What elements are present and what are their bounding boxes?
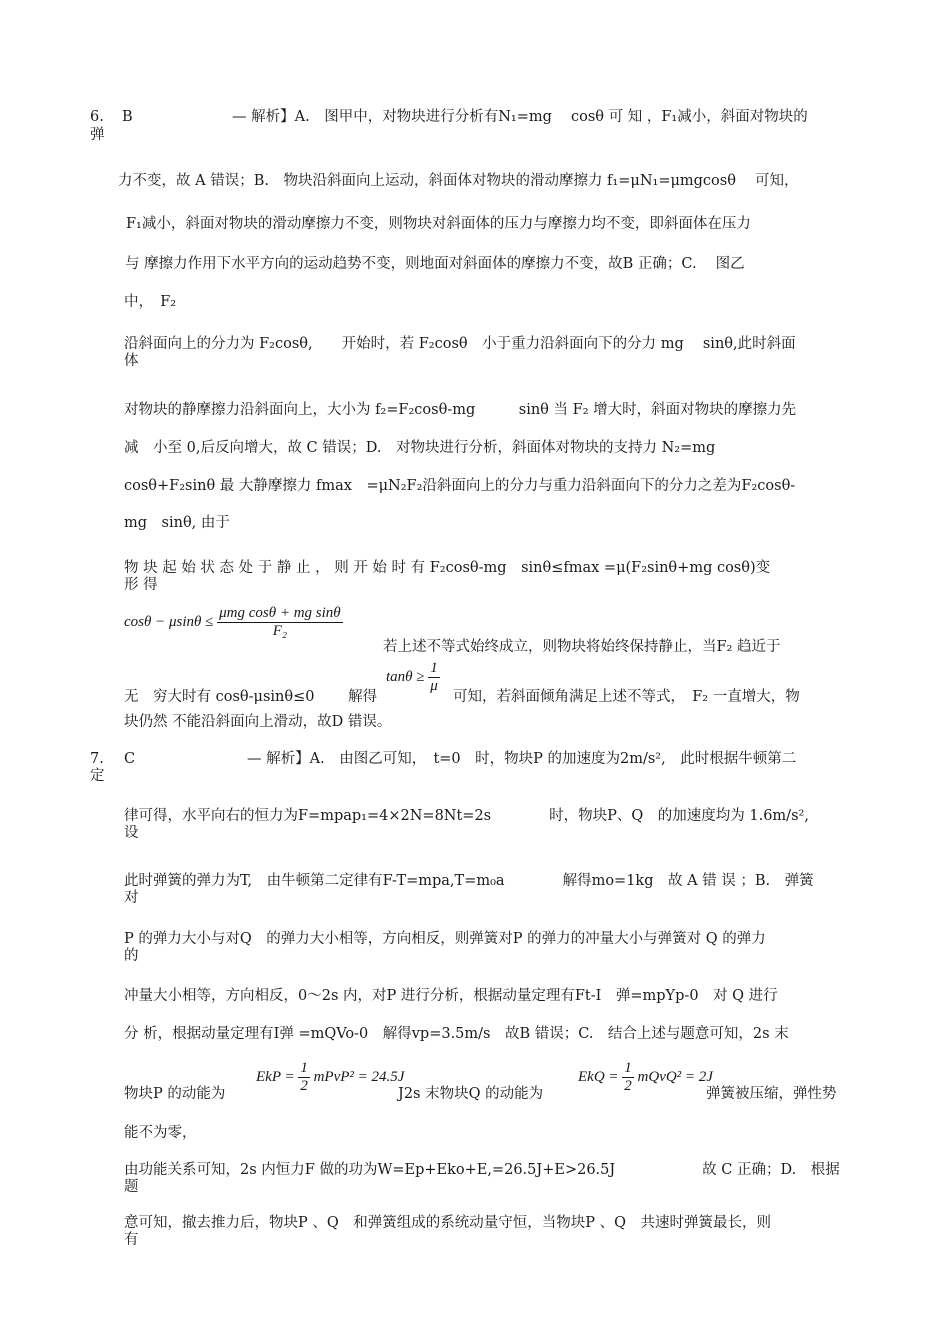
- q7-number: 7.: [90, 751, 104, 767]
- q6-line-9: cosθ+F₂sinθ 最 大静摩擦力 fmax =μN₂F₂沿斜面向上的分力与重力沿斜面向下的分力之差为F₂cosθ-: [124, 478, 796, 494]
- q6-number: 6.: [90, 109, 104, 125]
- q6-line-1-wrap: 弹: [90, 127, 105, 143]
- q6-line-6: 沿斜面向上的分力为 F₂cosθ, 开始时，若 F₂cosθ 小于重力沿斜面向下的分力 mg sinθ,此时斜面: [124, 336, 796, 352]
- q6-inequality-numerator: μmg cosθ + mg sinθ: [219, 605, 341, 621]
- q6-line-1: — 解析】A. 图甲中，对物块进行分析有N₁=mg cosθ 可 知 ，F₁减小，斜面对物块的: [232, 109, 808, 125]
- q7-ekp-rhs: mPvP² = 24.5J: [313, 1069, 405, 1086]
- q6-line-5: 中， F₂: [124, 294, 177, 310]
- q7-line-10: 意可知，撤去推力后，物块P 、Q 和弹簧组成的系统动量守恒，当物块P 、Q 共速时弹簧最长，则: [124, 1215, 772, 1231]
- q6-inequality: [124, 605, 343, 641]
- q7-line-7c: 弹簧被压缩，弹性势: [706, 1086, 837, 1102]
- q6-line-13b: 可知，若斜面倾角满足上述不等式， F₂ 一直增大，物: [453, 689, 800, 705]
- q6-line-3: F₁减小，斜面对物块的滑动摩擦力不变，则物块对斜面体的压力与摩擦力均不变，即斜面体在压力: [126, 216, 751, 232]
- q7-ekq-numerator: 1: [624, 1060, 632, 1076]
- q6-inequality-lhs: cosθ − μsinθ ≤: [124, 614, 214, 631]
- q6-line-13a: 无 穷大时有 cosθ-μsinθ≤0 解得: [124, 689, 378, 705]
- q6-inequality-denominator: F₂: [217, 622, 343, 640]
- q7-line-9: 由功能关系可知，2s 内恒力F 做的功为W=Ep+Eko+E,=26.5J+E>26.5J 故 C 正确；D. 根据: [124, 1162, 840, 1178]
- q6-inequality-fraction: [217, 605, 343, 641]
- q7-line-1: — 解析】A. 由图乙可知， t=0 时，物块P 的加速度为2m/s², 此时根据牛顿第二: [247, 751, 797, 767]
- q7-line-1-wrap: 定: [90, 768, 105, 784]
- q6-line-2: 力不变，故 A 错误；B. 物块沿斜面向上运动，斜面体对物块的滑动摩擦力 f₁=μN₁=μmgcosθ 可知，: [118, 173, 799, 189]
- q7-line-3: 此时弹簧的弹力为T, 由牛顿第二定律有F-T=mpa,T=m₀a 解得mo=1kg 故 A 错 误 ；B. 弹簧: [124, 873, 814, 889]
- q7-ekq-lhs: EkQ =: [578, 1069, 619, 1086]
- q7-line-4-wrap: 的: [124, 948, 139, 964]
- q6-tan-denominator: μ: [430, 678, 438, 695]
- q7-ekp-denominator: 2: [300, 1078, 308, 1095]
- q6-tan-inequality: [386, 660, 440, 696]
- q7-line-2-wrap: 设: [124, 825, 139, 841]
- q6-tan-fraction: [428, 660, 440, 696]
- q7-line-5: 冲量大小相等，方向相反，0～2s 内，对P 进行分析，根据动量定理有Ft-I 弹=mpYp-0 对 Q 进行: [124, 988, 778, 1004]
- q7-line-9-wrap: 题: [124, 1179, 139, 1195]
- q6-answer: B: [122, 109, 133, 125]
- q7-line-7a: 物块P 的动能为: [124, 1086, 226, 1102]
- q6-line-14: 块仍然 不能沿斜面向上滑动，故D 错误。: [124, 714, 392, 730]
- q7-line-4: P 的弹力大小与对Q 的弹力大小相等，方向相反，则弹簧对P 的弹力的冲量大小与弹簧对 Q 的弹力: [124, 931, 766, 947]
- q7-line-10-wrap: 有: [124, 1232, 139, 1248]
- q6-line-7: 对物块的静摩擦力沿斜面向上，大小为 f₂=F₂cosθ-mg sinθ 当 F₂ 增大时，斜面对物块的摩擦力先: [124, 402, 797, 418]
- q7-ekq-rhs: mQvQ² = 2J: [637, 1069, 713, 1086]
- q7-line-2: 律可得，水平向右的恒力为F=mpap₁=4×2N=8Nt=2s 时，物块P、Q 的加速度均为 1.6m/s²,: [124, 808, 809, 824]
- q6-line-10: mg sinθ, 由于: [124, 515, 230, 531]
- q7-ekq-denominator: 2: [624, 1078, 632, 1095]
- q7-line-7b: J2s 末物块Q 的动能为: [398, 1086, 544, 1102]
- q7-ekq-formula: [578, 1060, 713, 1096]
- q6-line-6-wrap: 体: [124, 353, 139, 369]
- q6-line-11: 物 块 起 始 状 态 处 于 静 止 ， 则 开 始 时 有 F₂cosθ-mg sinθ≤fmax =μ(F₂sinθ+mg cosθ)变: [124, 560, 771, 576]
- q6-line-4: 与 摩擦力作用下水平方向的运动趋势不变，则地面对斜面体的摩擦力不变，故B 正确；C. 图乙: [125, 256, 745, 272]
- q7-line-8: 能不为零，: [124, 1125, 197, 1141]
- q6-line-11-wrap: 形 得: [124, 577, 158, 593]
- q7-line-6: 分 析，根据动量定理有Ⅰ弹 =mQVo-0 解得vp=3.5m/s 故B 错误；C. 结合上述与题意可知，2s 末: [124, 1026, 789, 1042]
- q7-ekp-fraction: [298, 1060, 310, 1096]
- q7-line-3-wrap: 对: [124, 890, 139, 906]
- q6-tan-numerator: 1: [430, 660, 438, 676]
- q7-ekp-formula: [256, 1060, 404, 1096]
- q6-line-12: 若上述不等式始终成立，则物块将始终保持静止，当F₂ 趋近于: [383, 639, 781, 655]
- q7-ekq-fraction: [622, 1060, 634, 1096]
- q7-ekp-lhs: EkP =: [256, 1069, 295, 1086]
- q6-tan-lhs: tanθ ≥: [386, 669, 425, 686]
- q7-ekp-numerator: 1: [300, 1060, 308, 1076]
- q7-answer: C: [124, 751, 136, 767]
- q6-line-8: 减 小至 0,后反向增大，故 C 错误；D. 对物块进行分析，斜面体对物块的支持力 N₂=mg: [124, 440, 716, 456]
